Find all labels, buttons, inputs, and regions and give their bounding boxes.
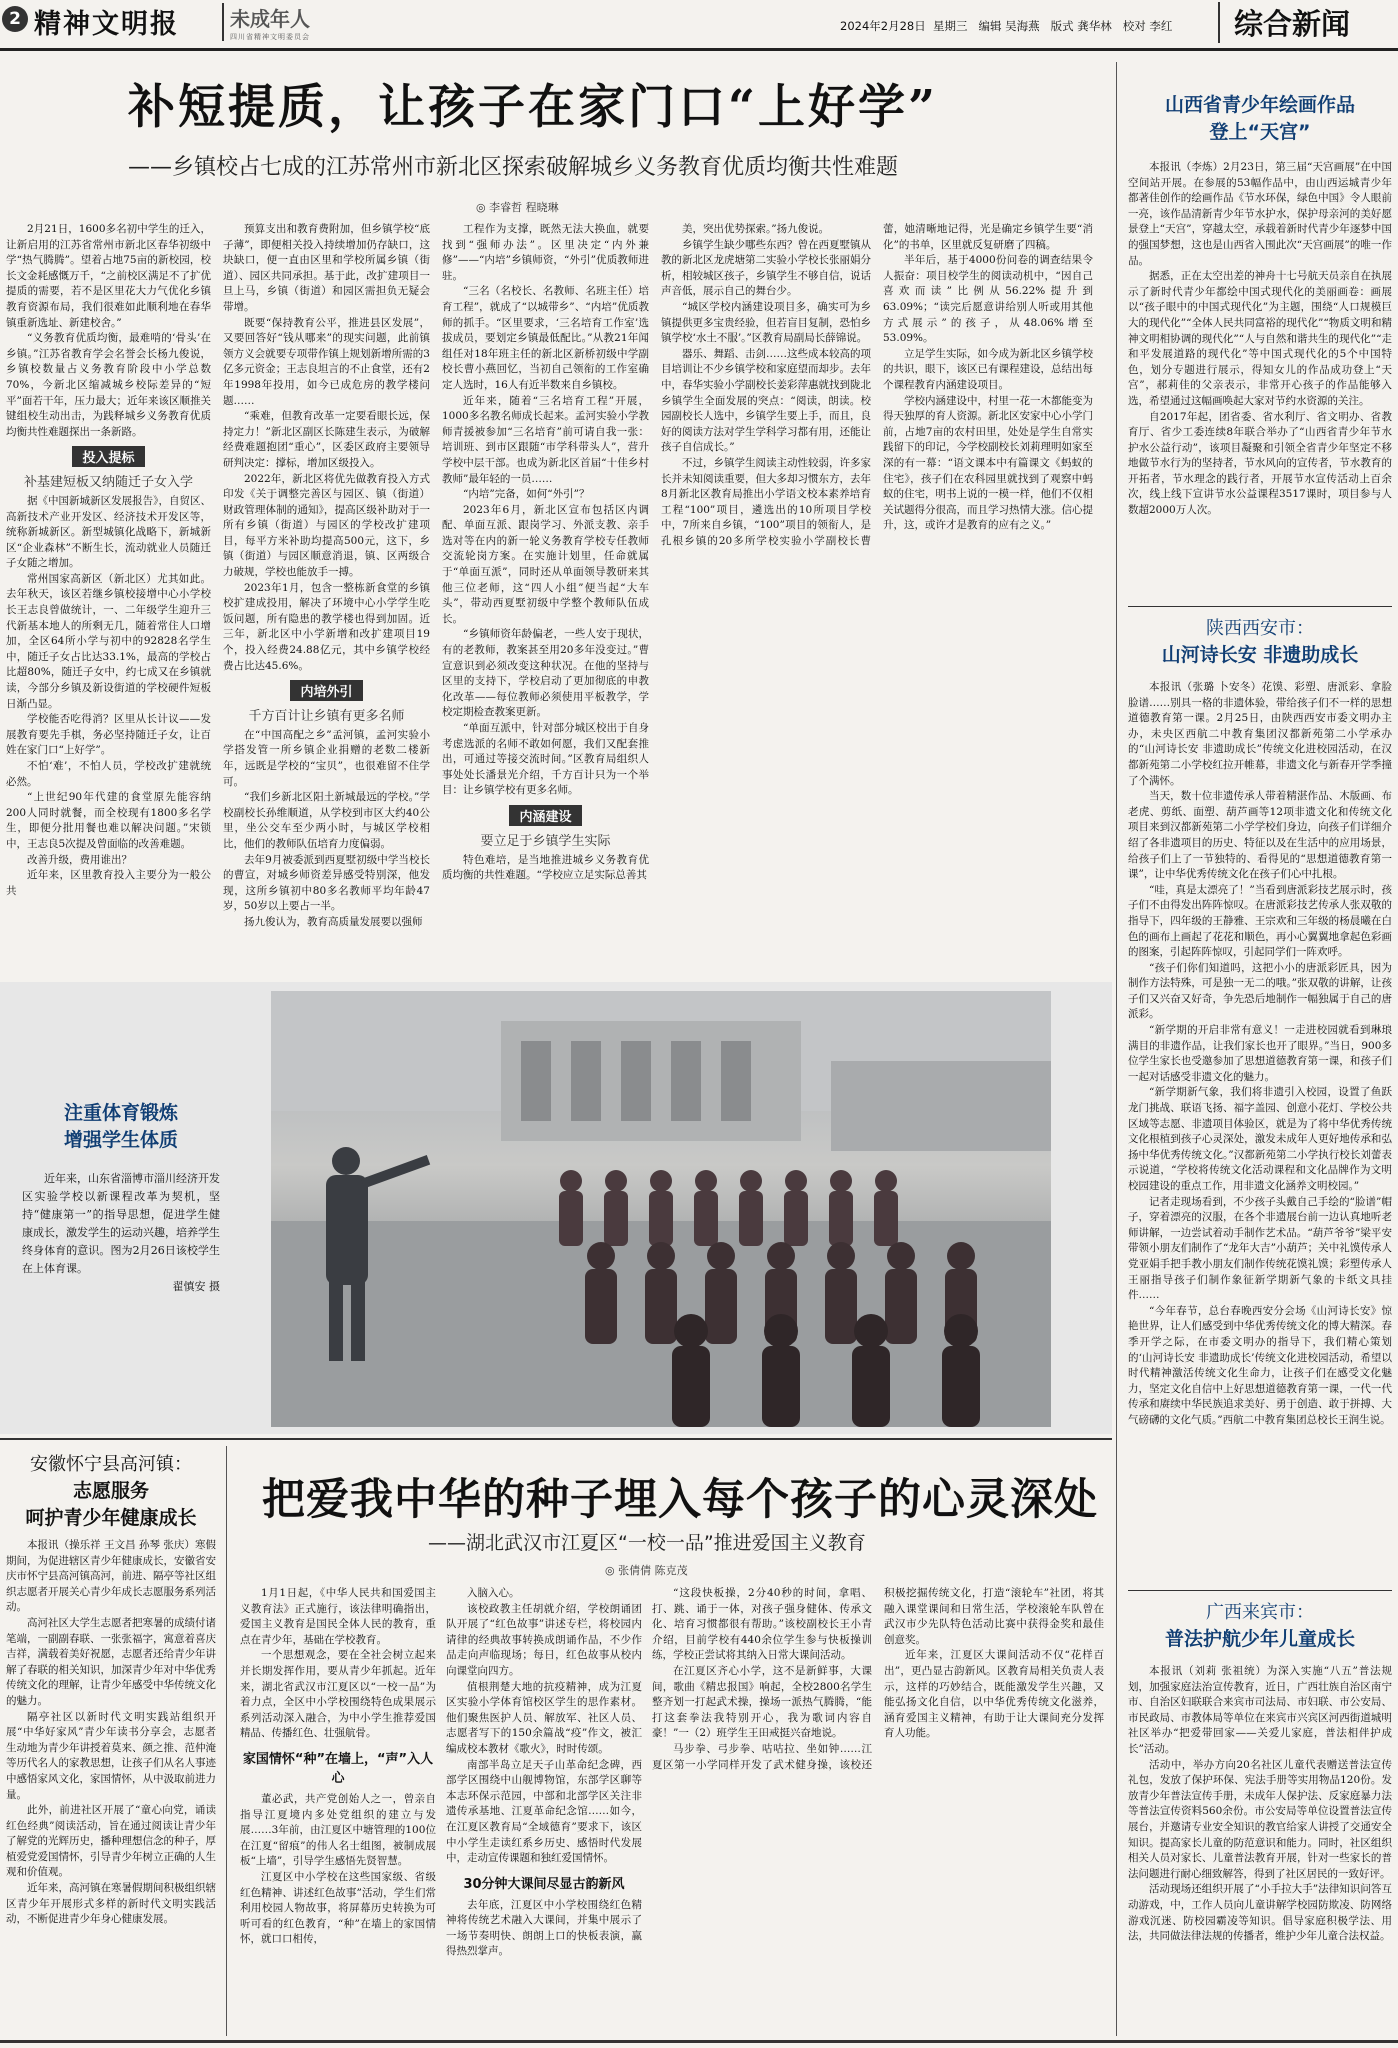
lead-col-3-bottom — [442, 853, 649, 884]
second-col-1-top — [240, 1586, 436, 1742]
paragraph: 学校内涵建设中，村里一花一木都能变为得天独厚的育人资源。新北区安家中心小学门前，占地7亩的农村田里，处处是学生自常实践留下的印记，今学校副校长刘莉理明如家至深的有一幕：“语文课本中有篇课文《蚂蚁的住宅》，孩子们在农科园里就找到了观察中蚂蚁的住宅，明书上说的一模一样，他们不仅相关试题得分很高，而且学习热情大涨。信心提升，这，或许才是教育的应有之义。” — [883, 394, 1093, 532]
lead-col-2-top — [223, 222, 430, 674]
paragraph: 扬九俊认为，教育高质量发展要以强师 — [244, 915, 423, 928]
second-byline-text: 张倩倩 陈克茂 — [618, 1564, 688, 1577]
paragraph: “哇，真是太漂亮了！”当看到唐派彩技艺展示时，孩子们不由得发出阵阵惊叹。在唐派彩技艺传承人张双敬的指导下，四年级的王静雅、王宗欢和三年级的杨晨曦在白色的画布上画起了花花和顺色，再小心翼翼地拿起色彩画的图案，引起阵阵惊叹，引起同学们一阵欢呼。 — [1128, 883, 1392, 959]
lead-col-2 — [223, 222, 430, 970]
issue-date: 2024年2月28日 — [840, 19, 926, 33]
paragraph: 董必武，共产党创始人之一，曾亲自指导江夏境内多处党组织的建立与发展……3年前，由江夏区中塘管理的100位在江夏“留痕”的伟人名士组图，被制成展板“上墙”，引导学生感悟先贤智慧。 — [240, 1792, 436, 1868]
paragraph: 近年来，高河镇在寒暑假期间积极组织辖区青少年开展形式多样的新时代文明实践活动，不断促进青少年身心健康发展。 — [6, 1882, 216, 1926]
paragraph: “义务教育优质均衡，最难啃的‘骨头’在乡镇。”江苏省教育学会名誉会长杨九俊说，乡镇校数量占义务教育阶段中小学总数70%，今新北区缩减城乡校际差异的“短平”面若干年，压力最大；近年来该区顺推关键组校生动出击，为践释城乡义务教育优质均衡共性难题探出一条新路。 — [6, 332, 211, 438]
paragraph: 当天，数十位非遗传承人带着精湛作品、木版画、布老虎、剪纸、面塑、葫芦画等12项非遗文化和传统文化项目来到汉都新苑第二小学学校们身边，向孩子们详细介绍了各非遗项目的历史、特征以及在生活中的应用场景，给孩子们上了一节独特的、看得见的“思想道德教育第一课”，让中华优秀传统文化在孩子们心中扎根。 — [1128, 790, 1392, 881]
page-number: 2 — [2, 6, 28, 32]
sidebar-br-title-1: 广西来宾市： — [1206, 1602, 1314, 1623]
lead-col-4-text — [661, 222, 1093, 549]
sidebar-mid — [1128, 616, 1392, 669]
lead-sub-3 — [442, 805, 649, 849]
paragraph: 该校政教主任胡就介绍，学校朗诵团队开展了“红色故事”讲述专栏，将校园内请律的经典故事转换成朗诵作品，不少作品走向声临现场；每日，红色故事从校内向课堂向四方。 — [446, 1602, 642, 1677]
paragraph: 本报讯（李炼）2月23日，第三届“天宫画展”在中国空间站开展。在参展的53幅作品中，由山西运城青少年都著佳创作的绘画作品《节水环保，绿色中国》令人眼前一亮，该作品清新青少年节水护水，保护母亲河的美好愿景登上“天宫”，穿越太空，承载着新时代青少年逐梦中国的强国梦想，这也是山西省入围此次“天宫画展”的唯一作品。 — [1128, 161, 1392, 267]
lead-col-2-bottom — [223, 728, 430, 931]
second-col-2-top — [446, 1586, 642, 1867]
section-title: 综合新闻 — [1218, 2, 1350, 43]
sidebar-mid-body — [1128, 680, 1392, 1584]
photo-credit: 翟慎安 摄 — [172, 1280, 220, 1293]
second-byline: ◎ 张倩倩 陈克茂 — [605, 1564, 688, 1577]
paragraph: 近年来，区里教育投入主要分为一般公共 — [6, 869, 211, 897]
paragraph: “城区学校内涵建设项目多，确实可为乡镇提供更多宝贵经验，但若盲目复制，恐怕乡镇学校‘水土不服’。”区教育局副局长薛锦说。 — [661, 300, 871, 345]
sidebar-top-text — [1128, 160, 1392, 519]
lead-col-1-top — [6, 222, 211, 440]
paragraph: 马步拳、弓步拳、咕咕拉、坐如钟……江夏区第一小学同样开发了武术健身操，该校还积极挖掘传统文化，打造“滚轮车”社团，将其融入课堂课间和日常生活，学校滚轮车队曾在武汉市少先队特色活动比赛中获得金奖和最佳创意奖。 — [652, 1587, 1104, 1771]
sidebar-top-title-1: 山西省青少年绘画作品 — [1164, 94, 1355, 116]
paragraph: 2月21日，1600多名初中学生的迁入，让新启用的江苏省常州市新北区春华初级中学“热气腾腾”。望着占地75亩的新校园，校长文金耗感慨万千，“之前校区满足不了扩优提质的需要，若不是区里花大力气优化乡镇教育资源布局，我们很难如此顺利地在春华镇重新选址、新建校舍。” — [6, 223, 211, 329]
paragraph: 学校能否吃得消？区里从长计议——发展教育要先手棋，务必坚持随迁子女，让百姓在家门口“上好学”。 — [6, 713, 211, 757]
paragraph: 本报讯（操乐祥 王文昌 孙琴 张庆）寒假期间，为促进辖区青少年健康成长，安徽省安庆市怀宁县高河镇高河，前进、隔亭等社区组织志愿者开展关心青少年成长志愿服务系列活动。 — [6, 1539, 216, 1614]
paragraph: 此外，前进社区开展了“童心向党，诵读红色经典”阅读活动，旨在通过阅读让青少年了解党的光辉历史，播种理想信念的种子，厚植爱党爱国情怀，引导青少年树立正确的人生观和价值观。 — [6, 1804, 216, 1879]
lead-col-3 — [442, 222, 649, 970]
paragraph: 特色难培，是当地推进城乡义务教育优质均衡的共性难题。“学校应立足实际总善其 — [442, 853, 649, 882]
paragraph: “这段快板操，2分40秒的时间，拿唱、打、跳、诵于一体，对孩子强身健体、传承文化、培育习惯都很有帮助。”该校副校长王小青介绍，目前学校有440余位学生参与快板操训练，学校正尝试将其纳入日常大课间活动。 — [652, 1587, 872, 1662]
paragraph: 预算支出和教育费附加，但乡镇学校“底子薄”，即便相关投入持续增加仍存缺口，这块缺口，便一直由区里和学校所属乡镇（街道）、园区共同承担。基于此，改扩建项目一旦上马，乡镇（街道）和园区需担负无疑会带增。 — [223, 223, 430, 313]
lead-sub-2-title: 内培外引 — [290, 680, 362, 701]
paragraph: 高河社区大学生志愿者把寒暑的成绩付诸笔端，一副副春联、一张张福字，寓意着喜庆吉祥，满载着美好祝愿，志愿者还给青少年讲解了春联的相关知识，加深青少年对中华优秀传统文化的理解，让青少年感受中华传统文化的魅力。 — [6, 1616, 216, 1707]
paragraph: “新学期的开启非常有意义！一走进校园就看到琳琅满目的非遗作品，让我们家长也开了眼界。”当日，900多位学生家长也受邀参加了思想道德教育第一课，和孩子们一起对话感受非遗文化的魅力。 — [1128, 1024, 1392, 1083]
lead-byline: ◎ 李睿哲 程晓琳 — [476, 201, 559, 214]
paragraph: 活动中，举办方向20名社区儿童代表赠送普法宣传礼包，发放了保护环保、宪法手册等实用物品120份。发放青少年普法宣传手册，未成年人保护法、反家庭暴力法等普法宣传资料560余份。市公安局等单位设置普法宣传展台，并邀请专业安全知识的教官给家人讲授了交通安全知识。提高家长儿童的防范意识和能力。同时，社区组织相关人员对家长、儿童普法教育开展，针对一些家长的普法问题进行耐心细致解答，得到了社区居民的一致好评。 — [1128, 1758, 1392, 1880]
sidebar-mid-title-2: 山河诗长安 非遗助成长 — [1161, 644, 1359, 666]
paragraph: 自2017年起，团省委、省水利厅、省文明办、省教育厅、省少工委连续8年联合举办了“山西省青少年节水护水公益行动”，该项目凝聚和引领全省青少年坚定不移地做节水行为的坚持者，节水风向的宣传者，节水教育的开拓者，节水理念的践行者，开展节水宣传活动上百余次，线上线下宣讲节水公益课程3517课时，项目参与人数超2000万人次。 — [1128, 410, 1392, 517]
paragraph: “新学期新气象，我们将非遗引入校园，设置了鱼跃龙门挑战、联语飞扬、福字盖园、创意小花灯、学校公共区域等志愿、非遗项目体验区，就是为了将中华优秀传统文化根植到孩子心灵深处，激发未成年人更好地传承和弘扬中华优秀传统文化。”汉都新苑第二小学执行校长刘蕾表示说道，“学校将传统文化活动课程和文化品牌作为文明校园建设的重点工作，用非遗文化涵养文明校园。” — [1128, 1086, 1392, 1192]
photo-caption-head — [20, 1100, 222, 1154]
paragraph: 江夏区中小学校在这些国家级、省级红色精神、讲述红色故事”活动，学生们常利用校园人物故事，将屏幕历史转换为可听可看的红色教育，“种”在墙上的家国情怀，就口口相传， — [240, 1870, 436, 1946]
lead-sub-2-desc: 千方百计让乡镇有更多名师 — [248, 708, 405, 724]
lead-sub-3-desc: 要立足于乡镇学生实际 — [480, 833, 611, 849]
paragraph: 本报讯（刘莉 张祖统）为深入实施“八五”普法规划，加强家庭法治宣传教育，近日，广西壮族自治区南宁市、自治区妇联联合来宾市司法局、市妇联、市公安局、市民政局、市教体局等单位在来宾市兴宾区河西街道城明社区举办“把爱带回家——关爱儿家庭，普法相伴护成长”活动。 — [1128, 1665, 1392, 1755]
paragraph: 记者走现场看到，不少孩子头戴自己手绘的“脸谱”帽子，穿着漂亮的汉服，在各个非遗展台前一边认真地听老师讲解，一边尝试着动手制作艺术品。“葫芦爷爷”梁平安带领小朋友们制作了“龙年大吉”小葫芦；关中礼馍传承人党亚娟手把手教小朋友们制作传统花馍礼馍；彩塑传承人王丽指导孩子们制作象征新学期新气象的卡纸文具挂件…… — [1128, 1195, 1392, 1302]
paragraph: 2022年，新北区将优先做教育投入方式印发《关于调整完善区与园区、镇（街道）财政管理体制的通知》，提高区级补助对于一所有乡镇（街道）与园区的学校改扩建项目，每平方米补助均提高500元，这下，乡镇（街道）与园区顺意消退，镇、区两级合力破规，学校也能放手一搏。 — [223, 472, 430, 579]
sidebar-bl-body — [6, 1538, 216, 2038]
page-bottom-rule — [0, 2040, 1398, 2043]
sidebar-divider — [1116, 62, 1117, 2036]
paragraph: “上世纪90年代建的食堂原先能容纳200人同时就餐，而全校现有1800多名学生，即便分批用餐也难以解决问题。”宋锁中，王志良5次提及曾面临的改善难题。 — [6, 791, 211, 850]
paragraph: 在“中国高配之乡”孟河镇，孟河实验小学搭发管一所乡镇企业捐赠的老数二楼新年，远既是学校的“宝贝”，也很难留不住学可。 — [223, 728, 430, 788]
paragraph: 据《中国新城新区发展报告》，自贸区、高新技术产业开发区、经济技术开发区等，统称新城新区。新型城镇化战略下，新城新区“企业森林”不断生长，流动就业人员随迁子女随之增加。 — [6, 494, 211, 570]
paragraph: 常州国家高新区（新北区）尤其如此。去年秋天，该区若继乡镇校接增中心小学校长王志良曾做统计，一、二年级学生迎升三代新基本地人的所剩无几，随着常住人口增加，全区64所小学与初中的92828名学生中，随迁子女占比达33.1%，最高的学校占比超80%，随迁子女中，约七成又在乡镇就读，今部分乡镇及新设街道的学校硬件短板日渐凸显。 — [6, 572, 211, 710]
paragraph: 2023年1月，包含一整栋新食堂的乡镇校扩建成投用，解决了环境中心小学学生吃饭问题，所有隐患的教学楼也得到加固。近三年，新北区中小学新增和改扩建项目19个，投入经费24.88亿元，其中乡镇学校经费占比达45.6%。 — [223, 581, 430, 672]
paragraph: “乘难，但教育改革一定要看眼长远，保持定力！”新北区副区长陈建生表示，为破解经费难题抱团“重心”，区委区政府主要领导研判决定：撑标，增加区级投入。 — [223, 410, 430, 469]
sidebar-br — [1128, 1600, 1392, 1653]
paragraph: 美，突出优势探索。”扬九俊说。 — [682, 223, 830, 235]
sidebar-top-body — [1128, 160, 1392, 600]
issue-weekday: 星期三 — [933, 19, 968, 33]
sidebar-bl-title-2: 志愿服务 — [72, 1480, 149, 1502]
paragraph: “今年春节，总台春晚西安分会场《山河诗长安》惊艳世界，让人们感受到中华优秀传统文化的博大精深。春季开学之际，在市委文明办的指导下，我们精心策划的‘山河诗长安 非遗助成长’传统文化进校园活动，希望以时代精神激活传统文化生命力，让孩子们在感受文化魅力，坚定文化自信中上好思想道德教育第一课，一代一代传承和赓续中华民族追求美好、勇于创造、敢于拼搏、大气磅礴的文化气质。”西航二中教育集团总校长王润生说。 — [1128, 1304, 1392, 1426]
second-col-1-bottom — [240, 1792, 436, 1948]
sidebar-bl-text — [6, 1538, 216, 1928]
paragraph: “乡镇师资年龄偏老，一些人安于现状，有的老教师，教案甚至用20多年没变过。”曹宣意识到必须改变这种状况。在他的坚持与区里的支持下，学校启动了更加彻底的申教化改革——每位教师必须使用平板教学，学校定期检查教案更新。 — [442, 628, 649, 719]
sidebar-br-title-2: 普法护航少年儿童成长 — [1164, 1628, 1355, 1650]
second-col-2 — [446, 1586, 642, 2036]
photo-caption-title-1: 注重体育锻炼 — [63, 1102, 178, 1124]
lead-headline: 补短提质，让孩子在家门口“上好学” — [128, 80, 939, 135]
paper-name: 精神文明报 — [34, 9, 179, 40]
issue-info — [840, 18, 1172, 34]
paragraph: 在江夏区齐心小学，这不是新鲜事，大课间，歌曲《精忠报国》响起，全校2800名学生整齐划一打起武术操，操场一派热气腾腾，“能打这套拳法我特别开心，我为歌词内容自豪！”一（2）班学生王田戒挺兴奋地说。 — [652, 1664, 872, 1740]
paragraph: 南部半岛立足天子山革命纪念碑，西部学区围绕中山舰博物馆，东部学区聊等本志环保示范园，中部和北部学区关注非遗传承基地、江夏革命纪念馆……如今，在江夏区教育局“全域德育”要求下，该区中小学生走读红系乡历史、感悟时代发展中，走动宣传课题和独红爱国情怀。 — [446, 1758, 642, 1865]
paragraph: 据悉，正在太空出差的神舟十七号航天员亲自在执展示了新时代青少年都绘中国式现代化的美丽画卷：画展以“孩子眼中的中国式现代化”为主题，围绕“人口规模巨大的现代化”“全体人民共同富裕的现代化”“物质文明和精神文明相协调的现代化”“人与自然和谐共生的现代化”“走和平发展道路的现代化”等中国式现代化的5个中国特色，划分专题进行展示，得知女儿的作品成功登上“天宫”，郝莉佳的父亲表示，非常开心孩子的作品能够入选，希望通过这幅画唤起大家对节约水资源的关注。 — [1128, 270, 1392, 407]
photo-caption-title-2: 增强学生体质 — [63, 1129, 178, 1151]
paragraph: 近年来，随着“三名培育工程”开展，1000多名教名师成长起来。孟河实验小学教师青援被参加“三名培育”前可请自我一张：培训班、到市区跟随“市学科带头人”，营升学校中层干部。也成为新北区首届“十佳乡村教师”最年轻的一员…… — [442, 394, 649, 485]
editor-credit: 编辑 吴海燕 — [978, 19, 1040, 33]
photo-caption-body — [22, 1170, 220, 1350]
paragraph: 入脑入心。 — [467, 1587, 520, 1599]
paragraph: 改善升级，费用谁出？ — [27, 853, 132, 866]
sidebar-mid-text — [1128, 680, 1392, 1429]
sidebar-br-body — [1128, 1664, 1392, 2036]
sidebar-rule-2 — [1128, 1590, 1392, 1591]
paragraph: “三名（名校长、名教师、名班主任）培育工程”，就成了“以城带乡”、“内培”优质教师的抓手。“区里要求，‘三名培育工作室’选拔成员，要划定乡镇最低配比。”从教21年闻组任对18年班主任的新北区新桥初级中学副校长曹小燕回忆，当初自己领衔的工作室确定人选时，16人有近半数来自乡镇校。 — [442, 285, 649, 391]
sidebar-mid-title-1: 陕西西安市： — [1206, 618, 1314, 639]
second-col-3 — [652, 1586, 1104, 2036]
sidebar-bl-title-1: 安徽怀宁县高河镇： — [30, 1454, 192, 1475]
second-col-3-text — [652, 1586, 1104, 1773]
lead-col-3-top — [442, 222, 649, 799]
lead-sub-3-title: 内涵建设 — [509, 805, 581, 826]
paragraph: 立足学生实际，如今成为新北区乡镇学校的共识，眼下，该区已有课程建设，总结出每个课程教育内涵建设项目。 — [883, 347, 1093, 391]
proof-credit: 校对 李红 — [1122, 19, 1173, 33]
supplement-sub: 四川省精神文明委员会 — [230, 33, 310, 41]
paragraph: 器乐、舞蹈、击剑……这些成本较高的项目培训让不少乡镇学校和家庭望而却步。去年中，春华实验小学副校长姜彩萍惠就找到陇北乡镇学生全面发展的突点：“阅读，朗读。校园副校长人选中，乡镇学生要上手，而且，良好的阅读方法对学生学科学习都有用，还能让孩子自信成长。” — [661, 347, 871, 454]
second-deck: ——湖北武汉市江夏区“一校一品”推进爱国主义教育 — [428, 1532, 866, 1554]
paragraph: “单面互派中，针对部分城区校出于自身考虑选派的名师不敢如何愿，我们又配套推出，可通过等接交流时间。”区教育局组织人事处处长潘景光介绍，千方百计只为一个举目：让乡镇学校有更多名师。 — [442, 722, 649, 797]
second-sub-1: 家国情怀“种”在墙上，“声”入人心 — [242, 1751, 434, 1786]
paragraph: “内培”完备，如何“外引”？ — [463, 488, 590, 501]
lead-col-1-bottom — [6, 494, 211, 899]
paragraph: 活动现场还组织开展了“小手拉大手”法律知识问答互动游戏，中，工作人员向儿童讲解学校园防欺凌、防网络游戏沉迷、防校园霸凌等知识。倡导家庭积极学法、用法，共同做法律法规的传播者，维护少年儿童合法权益。 — [1128, 1883, 1392, 1943]
paragraph: 2023年6月，新北区宣布包括区内调配、单面互派、跟岗学习、外派支教、亲手选对等在内的新一轮义务教育学校专任教师交流轮岗方案。在实施计划里，任命就属于“单面互派”，同时还从单面领导教研来其他三位老师，这“四人小组”便当起“大车头”，带动西夏墅初级中学整个教师队伍成长。 — [442, 503, 649, 625]
supplement-title: 未成年人 — [230, 7, 310, 31]
lead-sub-2 — [223, 680, 430, 724]
bottom-divider — [226, 1446, 227, 2036]
paragraph: “孩子们你们知道吗，这把小小的唐派彩匠具，因为制作方法特殊，可是独一无二的哦。”张双敬的讲解，让孩子们又兴奋又好奇，争先恐后地制作一幅独属于自己的唐派彩。 — [1128, 961, 1392, 1021]
lead-deck: ——乡镇校占七成的江苏常州市新北区探索破解城乡义务教育优质均衡共性难题 — [128, 155, 899, 180]
photo-caption-text: 近年来，山东省淄博市淄川经济开发区实验学校以新课程改革为契机，坚持“健康第一”的指导思想，促进学生健康成长，激发学生的运动兴趣，培养学生终身体育的意识。图为2月26日该校学生在上体育课。 — [22, 1172, 220, 1275]
paragraph: 一个思想观念，要在全社会树立起来并长期发挥作用，要从青少年抓起。近年来，湖北省武汉市江夏区以“一校一品”为着力点，全区中小学校围绕特色成果展示系列活动深入融合，为中小学生推荐爱国精品、传播红色、壮强航骨。 — [240, 1649, 436, 1740]
sidebar-rule-1 — [1128, 606, 1392, 607]
paragraph: 既要“保持教育公平，推进县区发展”，又要回答好“钱从哪来”的现实问题，此前镇领方义会就要专项带作镇上规划新增所需的3亿多元资金；王志良坦言的不止食堂，还有2年1998年投用，如今已成危房的教学楼问题…… — [223, 316, 430, 407]
sidebar-br-text — [1128, 1664, 1392, 1945]
lead-col-4 — [661, 222, 1093, 970]
paragraph: 不怕‘难’，不怕人员，学校改扩建就统必然。 — [6, 760, 211, 788]
lead-sub-1 — [6, 446, 211, 490]
photo-illustration — [271, 991, 1051, 1427]
sidebar-top — [1128, 92, 1392, 146]
second-col-2-bottom — [446, 1898, 642, 1960]
masthead — [0, 0, 1398, 51]
second-col-1 — [240, 1586, 436, 2036]
paragraph: 不过，乡镇学生阅读主动性较弱，许多家长并未知阅读重要，但大多却习惯东方，去年8月新北区教育局推出小学语文校本素养培育工程“100”项目，遴选出的10所项目学校中，7所来自乡镇，“100”项目的领衔人，是孔根乡镇的20多所学校实验小学副校长曹蕾，她清晰地记得，光是确定乡镇学生要“消化”的书单，区里就反复研磨了四稿。 — [661, 223, 1093, 547]
paragraph: 近年来，江夏区大课间活动不仅“花样百出”，更凸显古韵新风。区教育局相关负责人表示，这样的巧妙结合，既能激发学生兴趣，又能弘扬文化自信，以中华优秀传统文化滋养，涵育爱国主义精神，有助于让大课间充分发挥育人功能。 — [884, 1649, 1104, 1740]
lead-col-1 — [6, 222, 211, 970]
paragraph: “我们乡新北区阳土新城最远的学校。”学校副校长孙维顺道，从学校到市区大约40公里，坐公交车至少两小时，与城区学校相比，他们的教师队伍培育力度偏弱。 — [223, 791, 430, 850]
paragraph: 去年9月被委派到西夏墅初级中学当校长的曹宣，对城乡师资差异感受特别深，他发现，这所乡镇初中80多名教师平均年龄47岁，50岁以上要占一半。 — [223, 853, 430, 913]
paragraph: 1月1日起，《中华人民共和国爱国主义教育法》正式施行，该法律明确指出，爱国主义教育是国民全体人民的教育，重点在青少年，基础在学校教育。 — [240, 1587, 436, 1646]
news-photo — [271, 991, 1051, 1427]
supplement-logo — [222, 3, 342, 41]
sidebar-bl — [6, 1452, 216, 1532]
photo-bottom-rule — [0, 1438, 1112, 1440]
second-sub-2: 30分钟大课间尽显古韵新风 — [463, 1876, 625, 1892]
lead-sub-1-desc: 补基建短板又纳随迁子女入学 — [23, 474, 193, 490]
paragraph: 乡镇学生缺少哪些东西？曾在西夏墅镇从教的新北区龙虎塘第二实验小学校长张丽娟分析，相较城区孩子，乡镇学生不够自信，说话声音低，展示自己的舞台少。 — [661, 238, 871, 298]
paragraph: 本报讯（张璐 卜安冬）花馍、彩塑、唐派彩、拿脸脸谱……别具一格的非遗体验，带给孩子们不一样的思想道德教育第一课。2月25日，由陕西西安市委文明办主办，未央区西航二中教育集团汉都新苑第二小学承办的“山河诗长安 非遗助成长”传统文化进校园活动，在汉都新苑第二小学校红拉开帷幕，非遗文化与新春开学季撞了个满怀。 — [1128, 681, 1392, 787]
lead-byline-text: 李睿哲 程晓琳 — [489, 201, 559, 214]
second-headline: 把爱我中华的种子埋入每个孩子的心灵深处 — [262, 1475, 1098, 1525]
lead-sub-1-title: 投入提标 — [72, 446, 144, 467]
paragraph: 工程作为支撑，既然无法大换血，就要找到“强师办法”。区里决定“内外兼修”——“内培”乡镇师资，“外引”优质教师进驻。 — [442, 223, 649, 282]
layout-credit: 版式 龚华林 — [1050, 19, 1112, 33]
paragraph: 半年后，基于4000份问卷的调查结果令人振奋：项目校学生的阅读动机中，“因自己喜欢而读”比例从56.22%提升到63.09%；“读完后愿意讲给别人听或用其他方式展示”的孩子，从48.06%增至53.09%。 — [883, 254, 1093, 345]
sidebar-bl-title-3: 呵护青少年健康成长 — [25, 1507, 197, 1529]
paragraph: 值根荆楚大地的抗疫精神，成为江夏区实验小学体育馆校区学生的思作素材。他们聚焦医护人员、解放军、社区人员、志愿者写下的150余篇战“疫”作文，被汇编成校本教材《歌火》，时时传颂。 — [446, 1680, 642, 1755]
paragraph: 去年底，江夏区中小学校围绕红色精神将传统艺术融入大课间，并集中展示了一场节奏明快、朗朗上口的快板表演，赢得热烈掌声。 — [446, 1898, 642, 1958]
paragraph: 隔亭社区以新时代文明实践站组织开展“中华好家风”青少年读书分享会，志愿者生动地为青少年讲授着莫来、颜之推、范仲淹等历代名人的家教思想，让孩子们从名人事迹中感悟家风文化，家国情怀，从中汲取前进力量。 — [6, 1710, 216, 1801]
sidebar-top-title-2: 登上“天宫” — [1209, 121, 1311, 143]
